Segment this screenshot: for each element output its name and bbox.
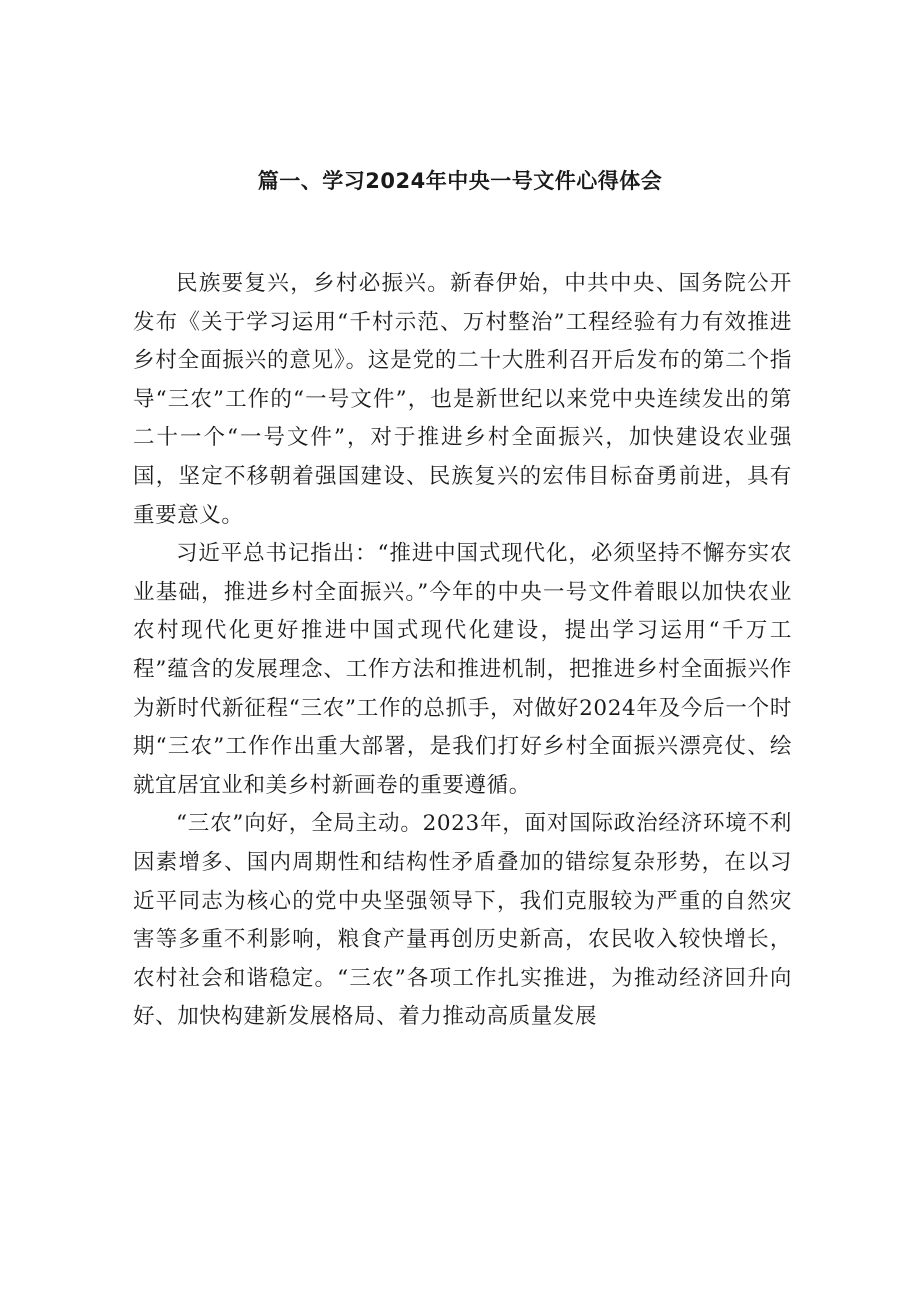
document-title: 篇一、学习2024年中央一号文件心得体会 <box>257 169 663 193</box>
document-body <box>133 265 792 1037</box>
paragraph-3: “三农”向好，全局主动。2023年，面对国际政治经济环境不利因素增多、国内周期性和结构性矛盾叠加的错综复杂形势，在以习近平同志为核心的党中央坚强领导下，我们克服较为严重的自然灾害等多重不利影响，粮食产量再创历史新高，农民收入较快增长，农村社会和谐稳定。“三农”各项工作扎实推进，为推动经济回升向好、加快构建新发展格局、着力推动高质量发展 <box>133 811 792 1030</box>
paragraph-2: 习近平总书记指出：“推进中国式现代化，必须坚持不懈夯实农业基础，推进乡村全面振兴。”今年的中央一号文件着眼以加快农业农村现代化更好推进中国式现代化建设，提出学习运用“千万工程”蕴含的发展理念、工作方法和推进机制，把推进乡村全面振兴作为新时代新征程“三农”工作的总抓手，对做好2024年及今后一个时期“三农”工作作出重大部署，是我们打好乡村全面振兴漂亮仗、绘就宜居宜业和美乡村新画卷的重要遵循。 <box>133 541 792 798</box>
paragraph-1: 民族要复兴，乡村必振兴。新春伊始，中共中央、国务院公开发布《关于学习运用“千村示范、万村整治”工程经验有力有效推进乡村全面振兴的意见》。这是党的二十大胜利召开后发布的第二个指导“三农”工作的“一号文件”，也是新世纪以来党中央连续发出的第二十一个“一号文件”，对于推进乡村全面振兴，加快建设农业强国，坚定不移朝着强国建设、民族复兴的宏伟目标奋勇前进，具有重要意义。 <box>133 271 792 528</box>
